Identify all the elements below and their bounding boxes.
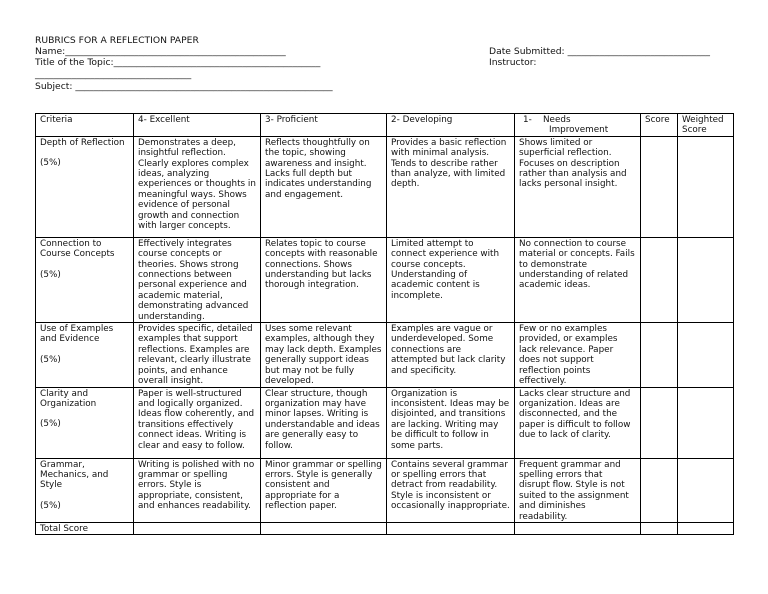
needs-improvement-cell: Shows limited or superficial reflection. Focuses on description rather than analysis and lacks personal insight.: [515, 136, 641, 237]
criteria-cell: [36, 387, 134, 458]
needs-number: 1-: [523, 115, 532, 125]
topic-field-continuation: __________________________________: [35, 69, 192, 80]
excellent-header: 4- Excellent: [134, 114, 261, 137]
table-row: [36, 323, 734, 387]
criteria-cell: [36, 458, 134, 522]
excellent-cell: Paper is well-structured and logically organized. Ideas flow coherently, and transitions effectively connect ideas. Writing is clear and easy to follow.: [134, 387, 261, 458]
topic-field: Title of the Topic:_____________________________________________: [35, 57, 321, 68]
weighted-score-cell[interactable]: [678, 136, 734, 237]
developing-header: 2- Developing: [387, 114, 515, 137]
criteria-cell: [36, 136, 134, 237]
total-score-cell[interactable]: [641, 522, 678, 534]
criteria-label: Use of Examples and Evidence: [40, 324, 114, 345]
total-empty-cell: [515, 522, 641, 534]
developing-cell: Contains several grammar or spelling errors that detract from readability. Style is inconsistent or occasionally inappropriate.: [387, 458, 515, 522]
total-weighted-score-cell[interactable]: [678, 522, 734, 534]
weighted-score-cell[interactable]: [678, 458, 734, 522]
developing-cell: Organization is inconsistent. Ideas may be disjointed, and transitions are lacking. Writing may be difficult to follow in some parts.: [387, 387, 515, 458]
subject-field: Subject: ________________________________________________________: [35, 81, 333, 92]
criteria-cell: [36, 237, 134, 322]
table-row: [36, 387, 734, 458]
score-cell[interactable]: [641, 387, 678, 458]
score-cell[interactable]: [641, 136, 678, 237]
header-row: [36, 114, 734, 137]
total-row: [36, 522, 734, 534]
table-row: [36, 458, 734, 522]
criteria-weight: (5%): [40, 158, 61, 169]
proficient-cell: Minor grammar or spelling errors. Style is generally consistent and appropriate for a reflection paper.: [261, 458, 387, 522]
document-title: RUBRICS FOR A REFLECTION PAPER: [35, 35, 199, 46]
criteria-label: Clarity and Organization: [40, 388, 97, 409]
developing-cell: Limited attempt to connect experience with course concepts. Understanding of academic content is incomplete.: [387, 237, 515, 322]
developing-cell: Provides a basic reflection with minimal analysis. Tends to describe rather than analyze, with limited depth.: [387, 136, 515, 237]
criteria-header: Criteria: [36, 114, 134, 137]
criteria-weight: (5%): [40, 500, 61, 511]
criteria-weight: (5%): [40, 269, 61, 280]
excellent-cell: Writing is polished with no grammar or spelling errors. Style is appropriate, consistent, and enhances readability.: [134, 458, 261, 522]
table-row: [36, 136, 734, 237]
proficient-cell: Relates topic to course concepts with reasonable connections. Shows understanding but lacks thorough integration.: [261, 237, 387, 322]
total-empty-cell: [261, 522, 387, 534]
criteria-label: Depth of Reflection: [40, 137, 125, 148]
excellent-cell: Demonstrates a deep, insightful reflection. Clearly explores complex ideas, analyzing experiences or thoughts in meaningful ways. Shows evidence of personal growth and connection with larger concepts.: [134, 136, 261, 237]
criteria-weight: (5%): [40, 354, 61, 365]
proficient-cell: Uses some relevant examples, although they may lack depth. Examples generally support ideas but may not be fully developed.: [261, 323, 387, 387]
criteria-cell: [36, 323, 134, 387]
weighted-score-cell[interactable]: [678, 387, 734, 458]
table-row: [36, 237, 734, 322]
needs-improvement-cell: Lacks clear structure and organization. Ideas are disconnected, and the paper is difficult to follow due to lack of clarity.: [515, 387, 641, 458]
score-header: Score: [641, 114, 678, 137]
criteria-label: Connection to Course Concepts: [40, 238, 115, 260]
total-empty-cell: [134, 522, 261, 534]
needs-improvement-cell: Few or no examples provided, or examples lack relevance. Paper does not support reflection points effectively.: [515, 323, 641, 387]
excellent-cell: Provides specific, detailed examples that support reflections. Examples are relevant, clearly illustrate points, and enhance overall insight.: [134, 323, 261, 387]
excellent-cell: Effectively integrates course concepts or theories. Shows strong connections between personal experience and academic material, demonstrating advanced understanding.: [134, 237, 261, 322]
score-cell[interactable]: [641, 323, 678, 387]
improvement-word: Improvement: [549, 125, 609, 136]
developing-cell: Examples are vague or underdeveloped. Some connections are attempted but lack clarity and specificity.: [387, 323, 515, 387]
proficient-cell: Reflects thoughtfully on the topic, showing awareness and insight. Lacks full depth but indicates understanding and engagement.: [261, 136, 387, 237]
proficient-cell: Clear structure, though organization may have minor lapses. Writing is understandable and ideas are generally easy to follow.: [261, 387, 387, 458]
rubric-table: [35, 113, 734, 535]
instructor-field: Instructor:: [489, 57, 537, 68]
criteria-weight: (5%): [40, 419, 61, 430]
score-cell[interactable]: [641, 237, 678, 322]
score-cell[interactable]: [641, 458, 678, 522]
criteria-label: Grammar, Mechanics, and Style: [40, 459, 109, 491]
weighted-score-cell[interactable]: [678, 323, 734, 387]
needs-word: Needs: [542, 115, 571, 125]
needs-improvement-header: [515, 114, 641, 137]
name-field: Name:________________________________________________: [35, 46, 286, 57]
date-submitted-field: Date Submitted: _______________________________: [489, 46, 710, 57]
weighted-score-header: Weighted Score: [678, 114, 734, 137]
needs-improvement-cell: No connection to course material or concepts. Fails to demonstrate understanding of related academic ideas.: [515, 237, 641, 322]
needs-improvement-cell: Frequent grammar and spelling errors that disrupt flow. Style is not suited to the assignment and diminishes readability.: [515, 458, 641, 522]
proficient-header: 3- Proficient: [261, 114, 387, 137]
weighted-score-cell[interactable]: [678, 237, 734, 322]
total-empty-cell: [387, 522, 515, 534]
total-score-label: Total Score: [36, 522, 134, 534]
